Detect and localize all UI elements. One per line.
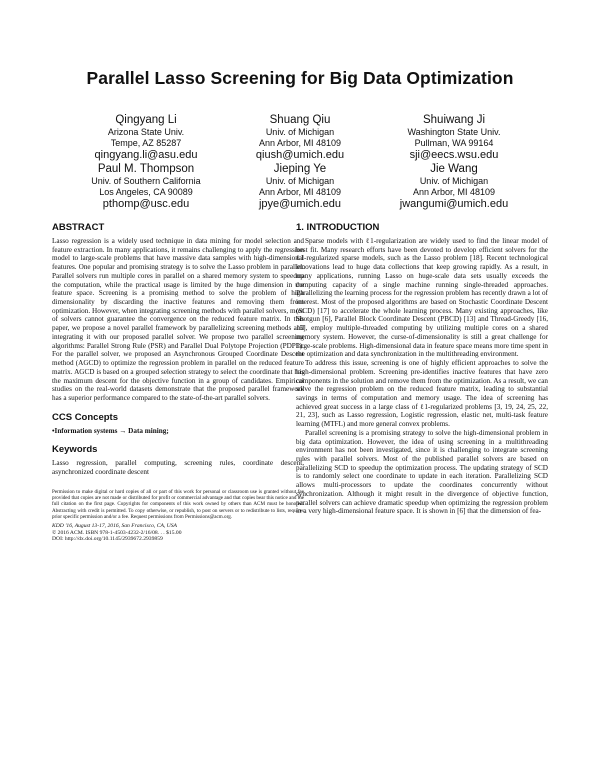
author-name: Jieping Ye xyxy=(273,163,327,175)
doi-link[interactable]: DOI: http://dx.doi.org/10.1145/2939672.2939859 xyxy=(52,536,163,543)
author-email[interactable]: sji@eecs.wsu.edu xyxy=(409,149,499,161)
introduction-heading: 1. INTRODUCTION xyxy=(296,222,380,233)
author-affiliation: Univ. of Michigan xyxy=(265,127,335,137)
abstract-text: Lasso regression is a widely used technique in data mining for model selection and feature extraction. In many applications, it remains challenging to apply the regression model to large-scale problems that have massive data samples with high-dimensional features. One popular and promising strategy is to solve the Lasso problem in parallel. Parallel solvers run multiple cores in parallel on a shared memory system to speedup the computation, while the practical usage is limited by the huge dimension in the feature space. Screening is a promising method to solve the problem of high dimensionality by discarding the inactive features and removing them from optimization. However, when integrating screening methods with parallel solvers, most of solvers cannot guarantee the convergence on the reduced feature matrix. In this paper, we propose a novel parallel framework by parallelizing screening methods and integrating it with our proposed parallel solver. We propose two parallel screening algorithms: Parallel Strong Rule (PSR) and Parallel Dual Polytope Projection (PDPP). For the parallel solver, we proposed an Asynchronous Grouped Coordinate Descent method (AGCD) to optimize the regression problem in parallel on the reduced feature matrix. AGCD is based on a grouped selection strategy to select the coordinate that has the maximum descent for the objective function in a group of candidates. Empirical studies on the real-world datasets demonstrate that the proposed parallel framework has a superior performance compared to the state-of-the-art parallel solvers. xyxy=(52,237,304,402)
author-affiliation: Univ. of Michigan xyxy=(265,176,335,186)
author-address: Ann Arbor, MI 48109 xyxy=(258,138,342,148)
right-column xyxy=(296,222,548,516)
author-block xyxy=(359,114,549,162)
author-email[interactable]: pthomp@usc.edu xyxy=(102,198,190,210)
left-column xyxy=(52,222,304,543)
ccs-concepts: •Information systems → Data mining; xyxy=(52,426,169,435)
author-block xyxy=(359,163,549,211)
conference-venue: KDD '16, August 13-17, 2016, San Francisco, CA, USA xyxy=(52,523,177,530)
author-address: Ann Arbor, MI 48109 xyxy=(412,187,496,197)
author-affiliation: Arizona State Univ. xyxy=(107,127,185,137)
intro-paragraph: Sparse models with ℓ1-regularization are widely used to find the linear model of best fit. Many research efforts have been devoted to develop efficient solvers for the ℓ1-regularized sparse models, such as the Lasso problem [18]. Recent technological innovations lead to huge data collections that keep growing rapidly. As a result, in many applications, running Lasso on huge-scale data sets usually exceeds the computing capacity of a single machine running single-threaded approaches. Parallelizing the learning process for the regression problem has recently drawn a lot of interest. Most of the proposed algorithms are based on Stochastic Coordinate Descent (SCD) [17] to accelerate the whole learning process. Many existing approaches, like Shotgun [6], Parallel Block Coordinate Descent (PBCD) [13] and Thread-Greedy [16, 15], employ multiple-threaded computing by utilizing multiple cores on a shared memory system. However, the curse-of-dimensionality is still a great challenge for large-scale problems. High-dimensional data in feature space means more time spent in the optimization and data synchronization in the multithreading environment. xyxy=(296,237,548,359)
permission-notice: Permission to make digital or hard copies of all or part of this work for personal or classroom use is granted without fee provided that copies are not made or distributed for profit or commercial advantage and that copies bear this notice and the full citation on the first page. Copyrights for components of this work owned by others than ACM must be honored. Abstracting with credit is permitted. To copy otherwise, or republish, to post on servers or to redistribute to lists, requires prior specific permission and/or a fee. Request permissions from Permissions@acm.org. xyxy=(52,488,304,520)
author-name: Shuang Qiu xyxy=(269,114,331,126)
author-address: Ann Arbor, MI 48109 xyxy=(258,187,342,197)
author-affiliation: Univ. of Michigan xyxy=(419,176,489,186)
author-email[interactable]: qingyang.li@asu.edu xyxy=(94,149,198,161)
intro-paragraph: Parallel screening is a promising strategy to solve the high-dimensional problem in big data optimization. However, the idea of using screening in a multithreading environment has not been investigated, since it is challenging to integrate screening rules with parallel solvers. Most of the published parallel solvers are based on parallelizing SCD to speedup the optimization process. The updating strategy of SCD is to randomly select one coordinate to update in each iteration. Parallelizing SCD allows multi-processors to update the coordinates concurrently without synchronization. Although it might result in the divergence of objective function, parallel solvers can achieve dramatic speedup when optimizing the regression problem in a very high-dimensional feature space. It is shown in [6] that the dimension of fea- xyxy=(296,428,548,516)
author-name: Paul M. Thompson xyxy=(97,163,195,175)
copyright-line: © 2016 ACM. ISBN 978-1-4503-4232-2/16/08. . . $15.00 xyxy=(52,529,182,536)
intro-paragraph: To address this issue, screening is one of highly efficient approaches to solve the high-dimensional problem. Screening pre-identifies inactive features that have zero components in the solution and remove them from the optimization. As a result, we can solve the regression problem on the reduced feature matrix, leading to substantial savings in terms of computation and memory usage. The idea of screening has achieved great success in a large class of ℓ1-regularized problems [3, 19, 24, 25, 22, 21, 23], such as Lasso regression, Logistic regression, elastic net, multi-task feature learning (MTFL) and more general convex problems. xyxy=(296,359,548,429)
author-affiliation: Washington State Univ. xyxy=(407,127,501,137)
author-email[interactable]: jwangumi@umich.edu xyxy=(399,198,509,210)
author-affiliation: Univ. of Southern California xyxy=(91,176,201,186)
author-name: Qingyang Li xyxy=(115,114,177,126)
abstract-heading: ABSTRACT xyxy=(52,222,105,233)
keywords-heading: Keywords xyxy=(52,444,98,456)
author-address: Los Angeles, CA 90089 xyxy=(99,187,193,197)
author-name: Jie Wang xyxy=(430,163,478,175)
page-title: Parallel Lasso Screening for Big Data Optimization xyxy=(86,68,514,88)
keywords-text: Lasso regression, parallel computing, screening rules, coordinate descent, asynchronized coordinate descent xyxy=(52,459,304,477)
ccs-heading: CCS Concepts xyxy=(52,411,118,423)
author-email[interactable]: qiush@umich.edu xyxy=(255,149,345,161)
author-name: Shuiwang Ji xyxy=(422,114,485,126)
author-address: Tempe, AZ 85287 xyxy=(110,138,182,148)
author-address: Pullman, WA 99164 xyxy=(414,138,494,148)
author-email[interactable]: jpye@umich.edu xyxy=(258,198,342,210)
